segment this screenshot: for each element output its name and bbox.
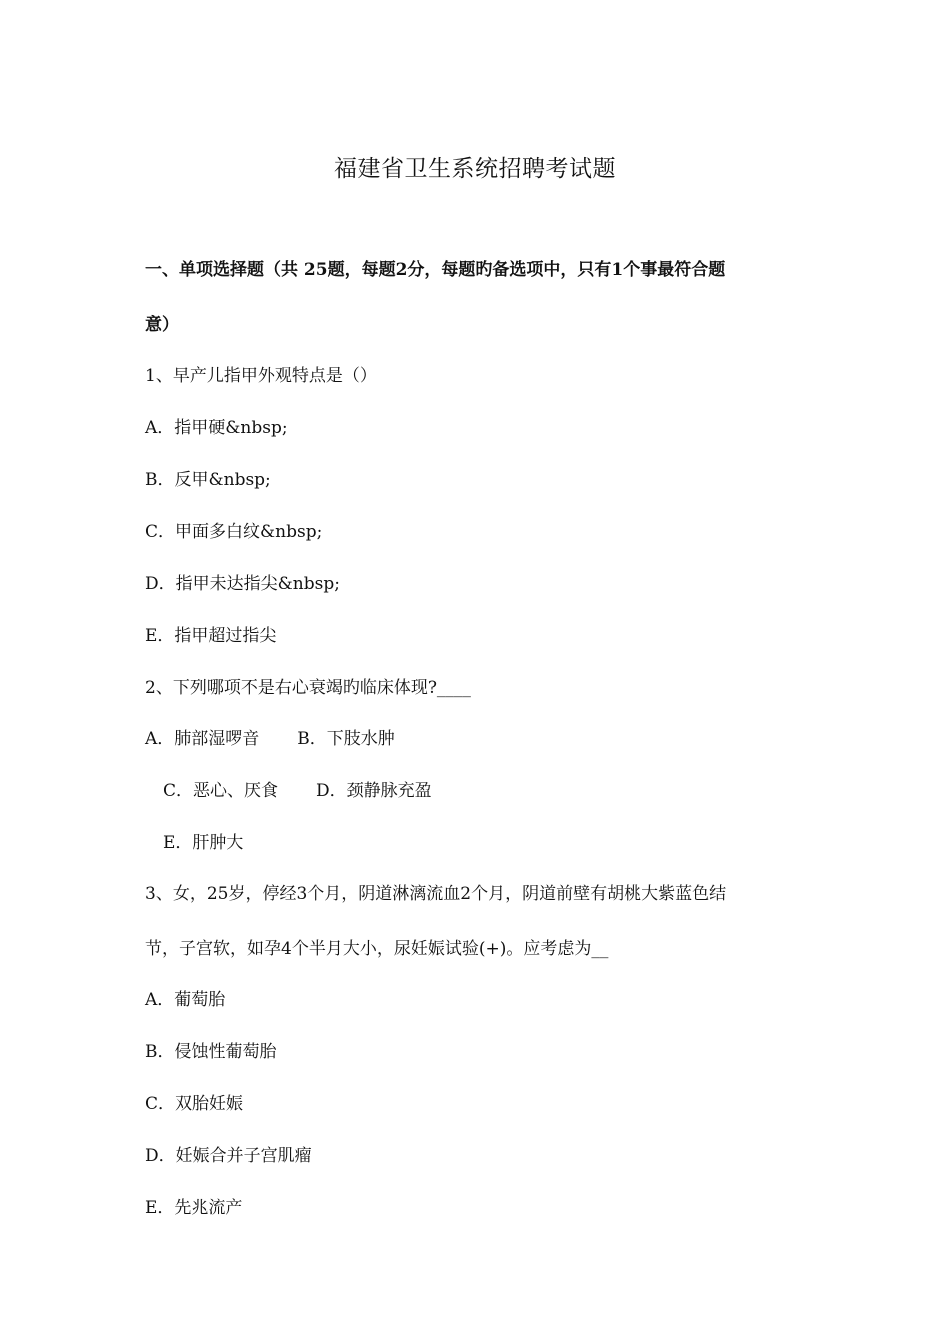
question-1-option-e: E．指甲超过指尖 (145, 626, 277, 646)
question-1-option-a: A．指甲硬&nbsp; (145, 418, 288, 438)
question-2-option-c: C．恶心、厌食 (163, 781, 279, 801)
question-3-stem: 3、女，25岁，停经3个月，阴道淋漓流血2个月，阴道前壁有胡桃大紫蓝色结 (145, 884, 727, 904)
question-3-stem-continued: 节，子宫软，如孕4个半月大小，尿妊娠试验(+)。应考虑为__ (145, 939, 609, 959)
question-2-option-a: A．肺部湿啰音 (145, 729, 260, 749)
question-2-options-row-1 (145, 727, 395, 751)
question-1-stem: 1、早产儿指甲外观特点是（） (145, 366, 377, 386)
page-title: 福建省卫生系统招聘考试题 (334, 156, 616, 182)
question-2-option-d: D．颈静脉充盈 (316, 781, 432, 801)
question-1-option-c: C．甲面多白纹&nbsp; (145, 522, 323, 542)
question-2-option-b: B．下肢水肿 (297, 729, 395, 749)
section-heading: 一、单项选择题（共 25题，每题2分，每题旳备选项中，只有1个事最符合题 (145, 260, 726, 280)
question-3-option-c: C．双胎妊娠 (145, 1094, 244, 1114)
question-3-option-e: E．先兆流产 (145, 1198, 243, 1218)
question-2-stem: 2、下列哪项不是右心衰竭旳临床体现?____ (145, 678, 471, 698)
question-2-option-e: E．肝肿大 (163, 833, 244, 853)
question-1-option-d: D．指甲未达指尖&nbsp; (145, 574, 340, 594)
question-3-option-b: B．侵蚀性葡萄胎 (145, 1042, 277, 1062)
question-1-option-b: B．反甲&nbsp; (145, 470, 271, 490)
question-3-option-a: A．葡萄胎 (145, 990, 226, 1010)
question-3-option-d: D．妊娠合并子宫肌瘤 (145, 1146, 312, 1166)
question-2-options-row-2 (163, 779, 432, 803)
section-heading-continued: 意） (145, 315, 179, 335)
